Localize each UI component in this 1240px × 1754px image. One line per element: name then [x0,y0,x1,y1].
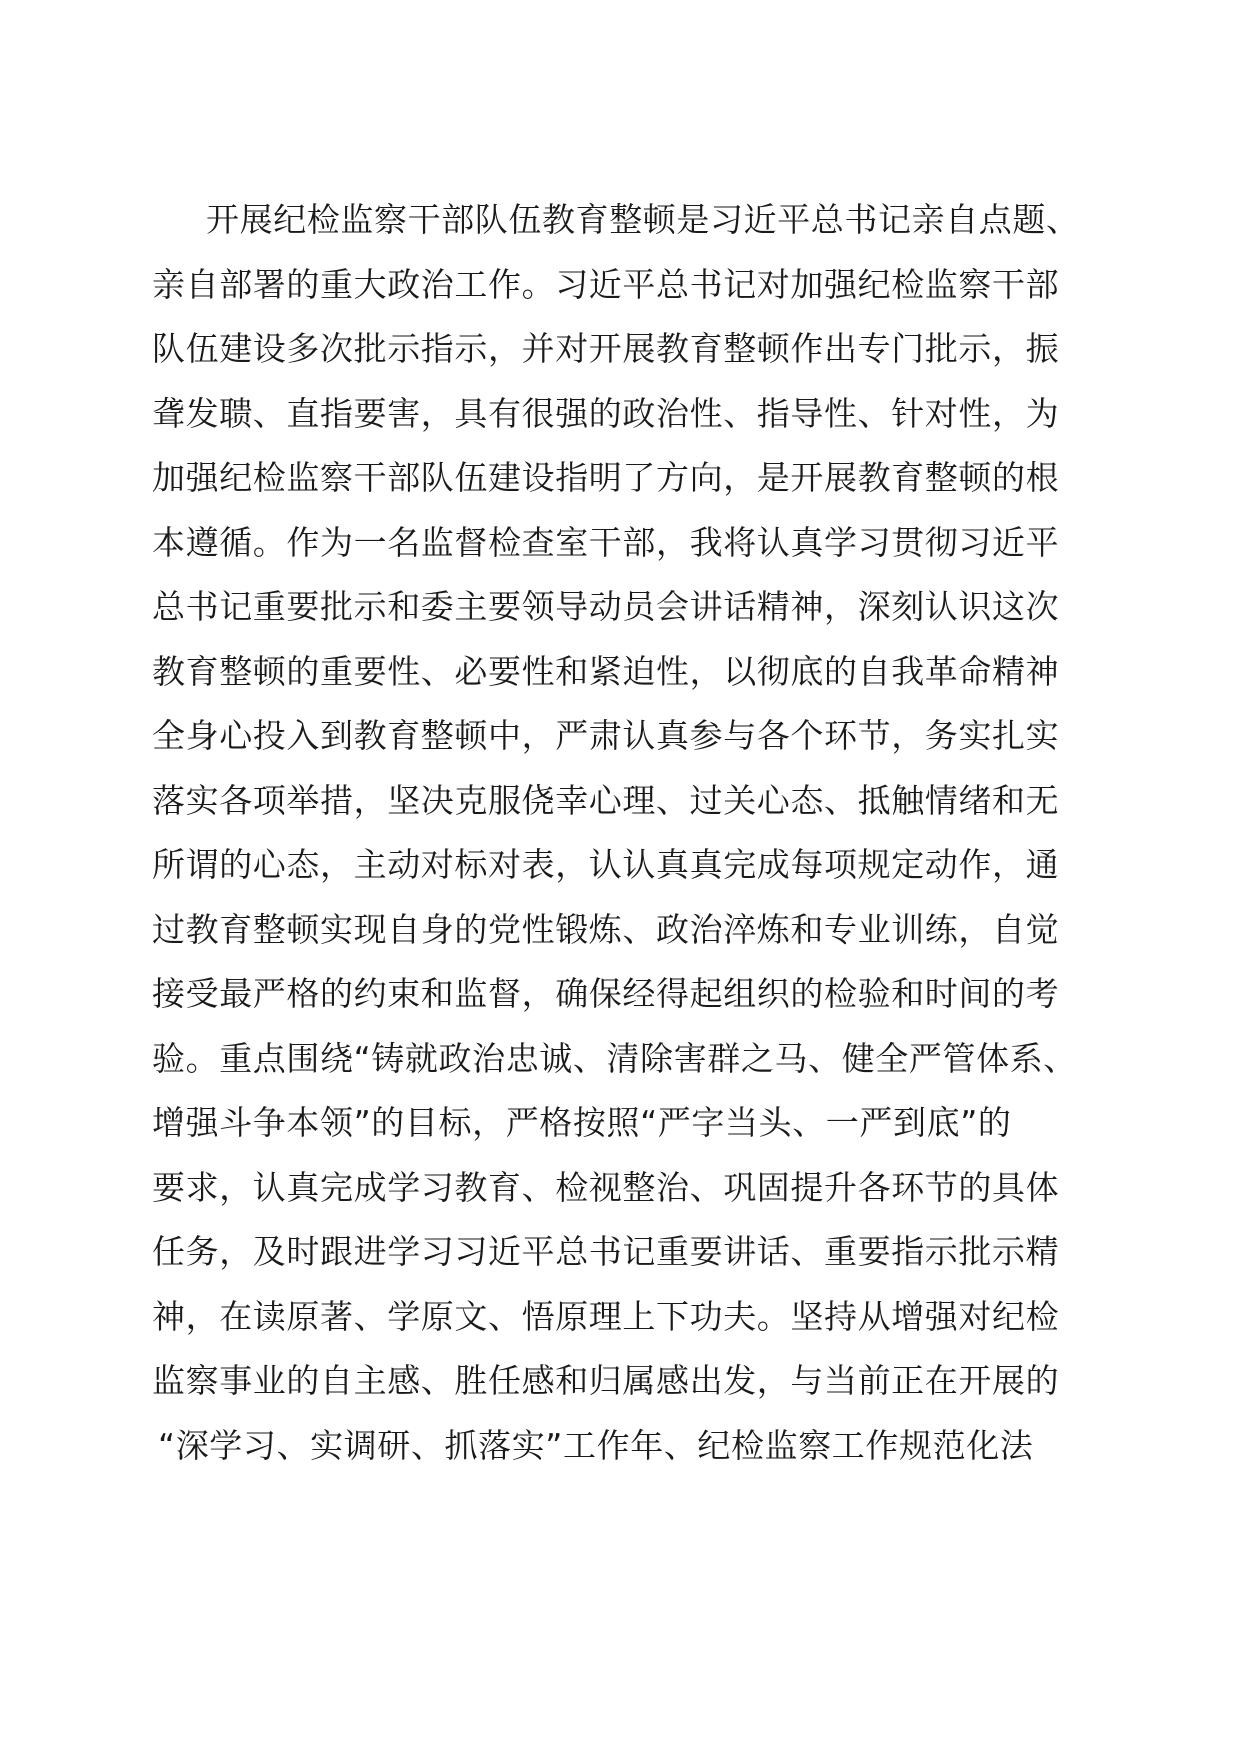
paragraph-line: 要求，认真完成学习教育、检视整治、巩固提升各环节的具体 [152,1167,1060,1207]
paragraph-line: 任务，及时跟进学习习近平总书记重要讲话、重要指示批示精 [152,1232,1060,1271]
paragraph-line: 增强斗争本领”的目标，严格按照“严字当头、一严到底”的 [152,1103,1012,1142]
paragraph-line: 过教育整顿实现自身的党性锻炼、政治淬炼和专业训练，自觉 [152,909,1060,949]
body-paragraph [152,188,1082,1478]
paragraph-line: 落实各项举措，坚决克服侥幸心理、过关心态、抵触情绪和无 [152,780,1060,820]
paragraph-line: 接受最严格的约束和监督，确保经得起组织的检验和时间的考 [152,974,1060,1013]
paragraph-line: 聋发聩、直指要害，具有很强的政治性、指导性、针对性，为 [152,393,1060,433]
paragraph-line: 神，在读原著、学原文、悟原理上下功夫。坚持从增强对纪检 [152,1296,1060,1336]
paragraph-line: 总书记重要批示和委主要领导动员会讲话精神，深刻认识这次 [152,587,1060,626]
paragraph-line: 亲自部署的重大政治工作。习近平总书记对加强纪检监察干部 [152,264,1060,304]
paragraph-line: 监察事业的自主感、胜任感和归属感出发，与当前正在开展的 [152,1361,1060,1400]
paragraph-line: 全身心投入到教育整顿中，严肃认真参与各个环节，务实扎实 [152,716,1060,755]
paragraph-line: 教育整顿的重要性、必要性和紧迫性，以彻底的自我革命精神 [152,651,1060,691]
paragraph-line: 验。重点围绕“铸就政治忠诚、清除害群之马、健全严管体系、 [152,1038,1077,1078]
paragraph-line: 本遵循。作为一名监督检查室干部，我将认真学习贯彻习近平 [152,522,1060,562]
paragraph-line: 所谓的心态，主动对标对表，认认真真完成每项规定动作，通 [152,845,1060,884]
paragraph-line: 开展纪检监察干部队伍教育整顿是习近平总书记亲自点题、 [206,200,1080,239]
paragraph-line: “深学习、实调研、抓落实”工作年、纪检监察工作规范化法 [158,1425,1034,1465]
paragraph-line: 加强纪检监察干部队伍建设指明了方向，是开展教育整顿的根 [152,458,1060,497]
paragraph-line: 队伍建设多次批示指示，并对开展教育整顿作出专门批示，振 [152,329,1060,368]
